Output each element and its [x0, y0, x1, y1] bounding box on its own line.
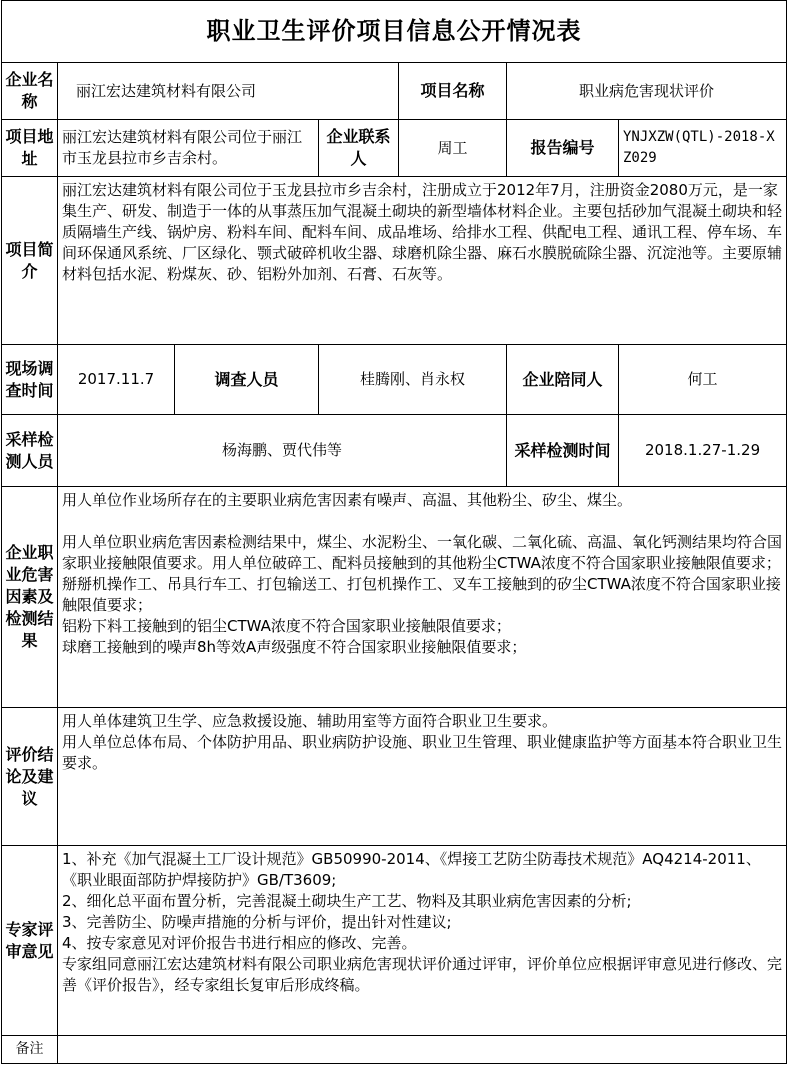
- company-name-value: 丽江宏达建筑材料有限公司: [58, 63, 399, 120]
- project-intro-value: 丽江宏达建筑材料有限公司位于玉龙县拉市乡吉余村，注册成立于2012年7月，注册资金2080万元，是一家集生产、研发、制造于一体的从事蒸压加气混凝土砌块的新型墙体材料企业。主要包括砂加气混凝土砌块和轻质隔墙生产线、锅炉房、粉料车间、配料车间、成品堆场、给排水工程、供配电工程、通讯工程、停车场、车间环保通风系统、厂区绿化、颚式破碎机收尘器、球磨机除尘器、麻石水膜脱硫除尘器、沉淀池等。主要原辅材料包括水泥、粉煤灰、砂、铝粉外加剂、石膏、石灰等。: [58, 177, 787, 345]
- expert-paragraph: 2、细化总平面布置分析，完善混凝土砌块生产工艺、物料及其职业病危害因素的分析;: [62, 892, 632, 910]
- remarks-label: 备注: [2, 1036, 58, 1064]
- project-name-label: 项目名称: [399, 63, 507, 120]
- expert-paragraph: 3、完善防尘、防噪声措施的分析与评价，提出针对性建议;: [62, 913, 452, 931]
- conclusion-paragraph: 用人单位总体布局、个体防护用品、职业病防护设施、职业卫生管理、职业健康监护等方面基本符合职业卫生要求。: [62, 733, 783, 772]
- remarks-value: [58, 1036, 787, 1064]
- contact-value: 周工: [399, 120, 507, 177]
- page-title: 职业卫生评价项目信息公开情况表: [2, 1, 787, 63]
- conclusion-label: 评价结论及建议: [2, 708, 58, 846]
- conclusion-paragraph: 用人单体建筑卫生学、应急救援设施、辅助用室等方面符合职业卫生要求。: [62, 712, 558, 730]
- report-no-label: 报告编号: [507, 120, 619, 177]
- sampling-time-value: 2018.1.27-1.29: [619, 415, 787, 487]
- expert-value: [58, 846, 787, 1036]
- surveyors-label: 调查人员: [175, 345, 319, 415]
- hazards-paragraph: 用人单位职业病危害因素检测结果中，煤尘、水泥粉尘、一氧化碳、二氧化硫、高温、氧化钙测结果均符合国家职业接触限值要求。用人单位破碎工、配料员接触到的其他粉尘CTWA浓度不符合国家职业接触限值要求；: [62, 533, 783, 572]
- project-address-label: 项目地址: [2, 120, 58, 177]
- report-no-value: YNJXZW(QTL)-2018-XZ029: [619, 120, 787, 177]
- project-address-value: 丽江宏达建筑材料有限公司位于丽江市玉龙县拉市乡吉余村。: [58, 120, 319, 177]
- samplers-label: 采样检测人员: [2, 415, 58, 487]
- company-name-label: 企业名称: [2, 63, 58, 120]
- samplers-value: 杨海鹏、贾代伟等: [58, 415, 507, 487]
- info-table: [1, 0, 787, 1064]
- hazards-paragraph: 铝粉下料工接触到的铝尘CTWA浓度不符合国家职业接触限值要求；: [62, 617, 511, 635]
- hazards-value: [58, 487, 787, 708]
- project-name-value: 职业病危害现状评价: [507, 63, 787, 120]
- contact-label: 企业联系人: [319, 120, 399, 177]
- hazards-paragraph: 掰掰机操作工、吊具行车工、打包输送工、打包机操作工、叉车工接触到的矽尘CTWA浓度不符合国家职业接触限值要求；: [62, 575, 781, 614]
- expert-paragraph: 4、按专家意见对评价报告书进行相应的修改、完善。: [62, 934, 417, 952]
- expert-paragraph: 1、补充《加气混凝土工厂设计规范》GB50990-2014、《焊接工艺防尘防毒技术规范》AQ4214-2011、《职业眼面部防护焊接防护》GB/T3609;: [62, 850, 761, 889]
- hazards-paragraph: 球磨工接触到的噪声8h等效A声级强度不符合国家职业接触限值要求；: [62, 638, 527, 656]
- surveyors-value: 桂腾刚、肖永权: [319, 345, 507, 415]
- sampling-time-label: 采样检测时间: [507, 415, 619, 487]
- expert-label: 专家评审意见: [2, 846, 58, 1036]
- survey-time-label: 现场调查时间: [2, 345, 58, 415]
- hazards-spacer: [62, 511, 782, 532]
- hazards-paragraph: 用人单位作业场所存在的主要职业病危害因素有噪声、高温、其他粉尘、矽尘、煤尘。: [62, 491, 633, 509]
- expert-paragraph: 专家组同意丽江宏达建筑材料有限公司职业病危害现状评价通过评审，评价单位应根据评审意见进行修改、完善《评价报告》，经专家组长复审后形成终稿。: [62, 955, 783, 994]
- project-intro-label: 项目简介: [2, 177, 58, 345]
- conclusion-value: [58, 708, 787, 846]
- hazards-label: 企业职业危害因素及检测结果: [2, 487, 58, 708]
- survey-time-value: 2017.11.7: [58, 345, 175, 415]
- accompany-label: 企业陪同人: [507, 345, 619, 415]
- accompany-value: 何工: [619, 345, 787, 415]
